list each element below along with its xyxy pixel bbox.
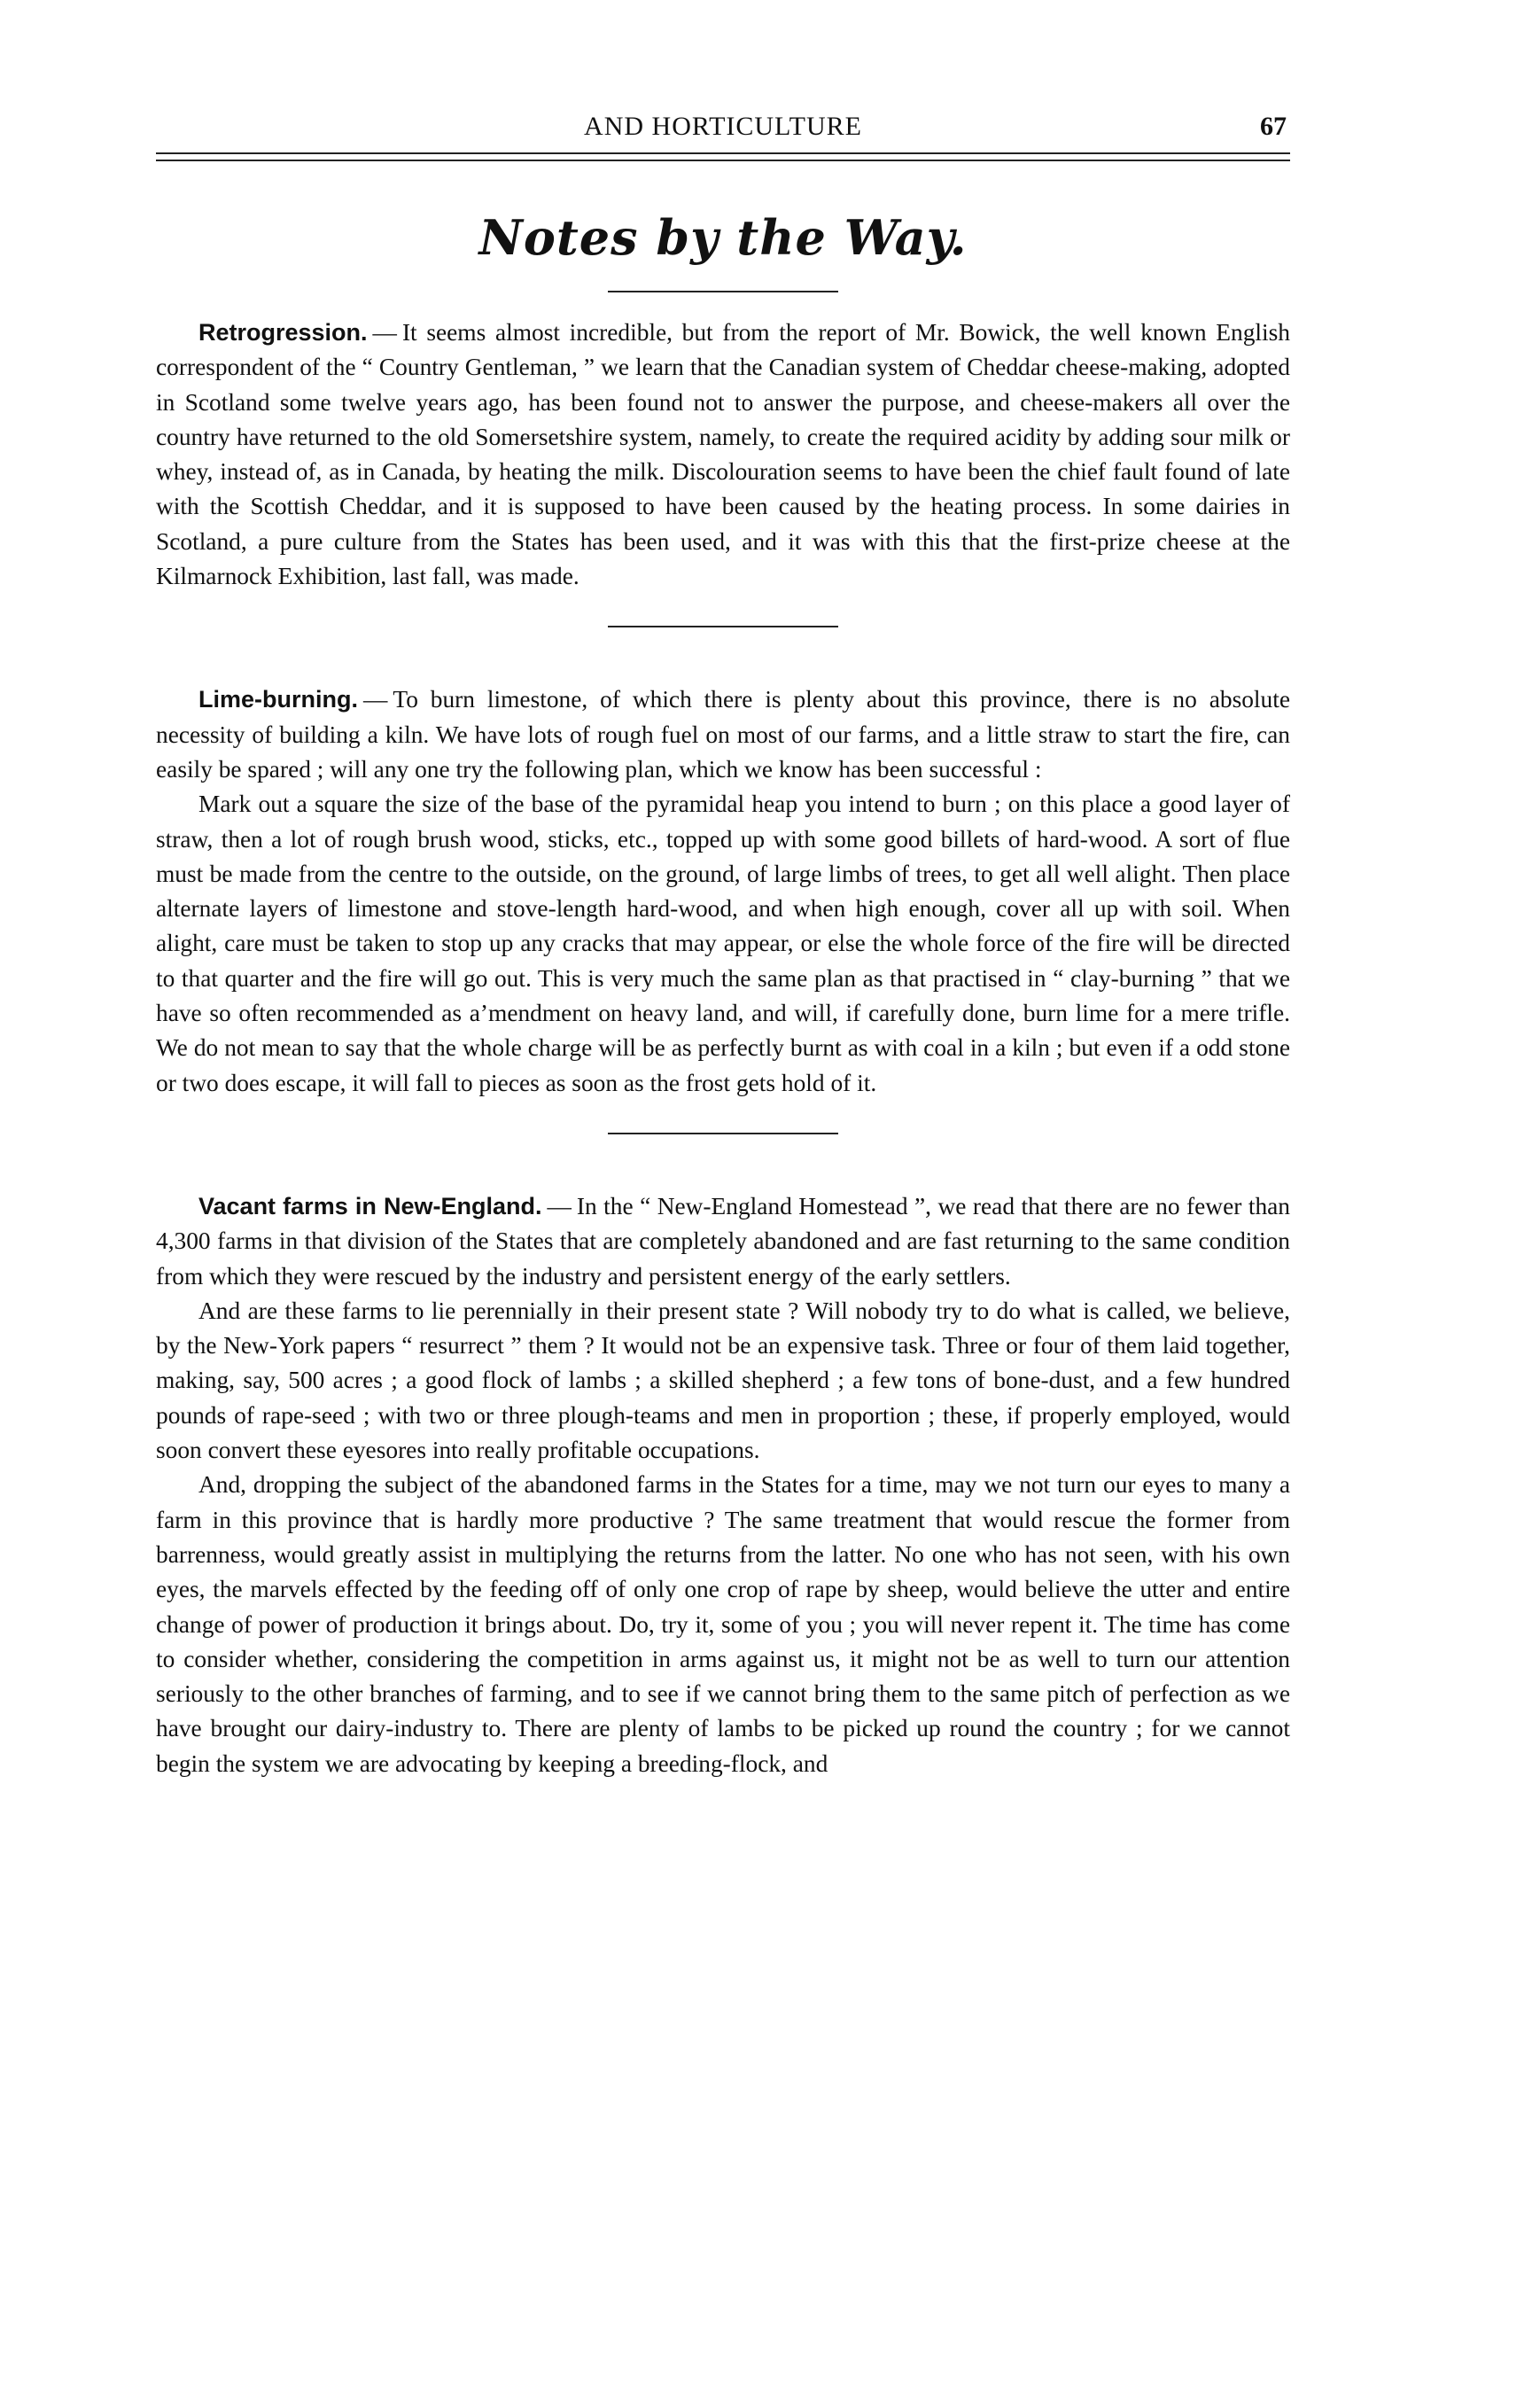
separator-rule <box>608 1133 838 1134</box>
running-head-title: AND HORTICULTURE <box>584 112 862 141</box>
article-paragraph: Mark out a square the size of the base of the pyramidal heap you intend to burn ; on this place a good layer of straw, then a lot of rough brush wood, sticks, etc., topped up with some good billets of hard-wood. A sort of flue must be made from the centre to the outside, on the ground, of large limbs of trees, to get all well alight. Then place alternate layers of limestone and stove-length hard-wood, and when high enough, cover all up with soil. When alight, care must be taken to stop up any cracks that may appear, or else the whole force of the fire will be directed to that quarter and the fire will go out. This is very much the same plan as that practised in “ clay-burning ” that we have so often recommended as a’mendment on heavy land, and will, if carefully done, burn lime for a mere trifle. We do not mean to say that the whole charge will be as perfectly burnt as with coal in a kiln ; but even if a odd stone or two does escape, it will fall to pieces as soon as the frost gets hold of it. <box>156 791 1290 1096</box>
article-paragraph <box>156 682 1290 787</box>
section-title: Notes by the Way. <box>478 209 968 266</box>
article-vacant-farms <box>156 1189 1290 1781</box>
page <box>156 106 1290 1781</box>
heading-dash: — <box>547 1192 572 1219</box>
article-paragraph <box>156 316 1290 594</box>
paragraph-text: To burn limestone, of which there is plenty about this province, there is no absolute necessity of building a kiln. We have lots of rough fuel on most of our farms, and a little straw to start the fire, can easily be spared ; will any one try the following plan, which we know has been successful : <box>156 686 1290 783</box>
paragraph-text: In the “ New-England Homestead ”, we read that there are no fewer than 4,300 farms in that division of the States that are completely abandoned and are fast returning to the same condition from which they were rescued by the industry and persistent energy of the early settlers. <box>156 1192 1290 1289</box>
separator-rule <box>608 291 838 292</box>
header-rule <box>156 160 1290 161</box>
separator-rule <box>608 626 838 627</box>
article-paragraph: And, dropping the subject of the abandoned farms in the States for a time, may we not turn our eyes to many a farm in this province that is hardly more productive ? The same treatment that would rescue the former from barrenness, would greatly assist in multiplying the returns from the latter. No one who has not seen, with his own eyes, the marvels effected by the feeding off of only one crop of rape by sheep, would believe the utter and entire change of power of production it brings about. Do, try it, some of you ; you will never repent it. The time has come to consider whether, considering the competition in arms against us, it might not be as well to turn our attention seriously to the other branches of farming, and to see if we cannot bring them to the same pitch of perfection as we have brought our dairy-industry to. There are plenty of lambs to be picked up round the country ; for we cannot begin the system we are advocating by keeping a breeding-flock, and <box>156 1471 1290 1777</box>
article-heading: Retrogression. <box>198 319 368 346</box>
article-paragraph: And are these farms to lie perennially in their present state ? Will nobody try to do what is called, we believe, by the New-York papers “ resurrect ” them ? It would not be an expensive task. Three or four of them laid together, making, say, 500 acres ; a good flock of lambs ; a skilled shepherd ; a few tons of bone-dust, and a few hundred pounds of rape-seed ; with two or three plough-teams and men in proportion ; these, if properly employed, would soon convert these eyesores into really profitable occupations. <box>156 1297 1290 1464</box>
page-number: 67 <box>1260 112 1287 141</box>
paragraph-text: It seems almost incredible, but from the report of Mr. Bowick, the well known English correspondent of the “ Country Gentleman, ” we learn that the Canadian system of Cheddar cheese-making, adopted in Scotland some twelve years ago, has been found not to answer the purpose, and cheese-makers all over the country have returned to the old Somersetshire system, namely, to create the required acidity by adding sour milk or whey, instead of, as in Canada, by heating the milk. Discolouration seems to have been the chief fault found of late with the Scottish Cheddar, and it is supposed to have been caused by the heating process. In some dairies in Scotland, a pure culture from the States has been used, and it was with this that the first-prize cheese at the Kilmarnock Exhibition, last fall, was made. <box>156 319 1290 590</box>
heading-dash: — <box>372 319 397 346</box>
article-paragraph <box>156 1189 1290 1294</box>
running-head <box>156 106 1290 154</box>
article-heading: Lime-burning. <box>198 686 358 713</box>
article-lime-burning <box>156 682 1290 1101</box>
article-heading: Vacant farms in New-England. <box>198 1192 542 1219</box>
heading-dash: — <box>362 686 388 713</box>
article-retrogression <box>156 316 1290 594</box>
